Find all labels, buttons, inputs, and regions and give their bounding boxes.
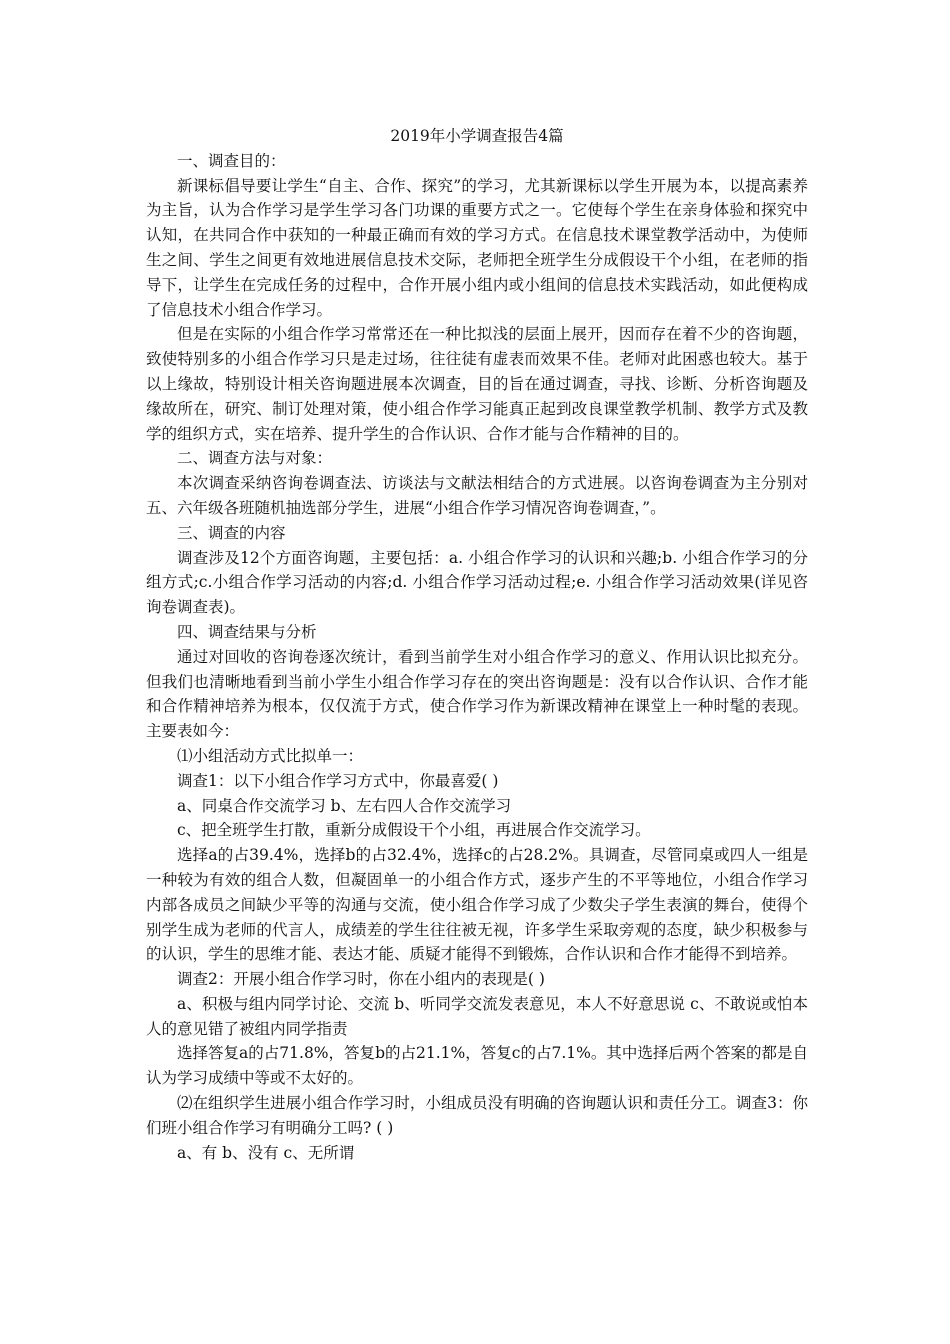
section-heading-content: 三、调查的内容: [177, 523, 286, 542]
body-paragraph: 通过对回收的咨询卷逐次统计，看到当前学生对小组合作学习的意义、作用认识比拟充分。但我们也清晰地看到当前小学生小组合作学习存在的突出咨询题是：没有以合作认识、合作才能和合作精神培养为根本，仅仅流于方式，使合作学习作为新课改精神在课堂上一种时髦的表现。主要表如今：: [146, 647, 808, 741]
survey-question: 调查1：以下小组合作学习方式中，你最喜爱( ): [177, 771, 499, 790]
survey-options: c、把全班学生打散，重新分成假设干个小组，再进展合作交流学习。: [177, 821, 651, 840]
body-paragraph: 调查涉及12个方面咨询题，主要包括：a. 小组合作学习的认识和兴趣;b. 小组合作学习的分组方式;c.小组合作学习活动的内容;d. 小组合作学习活动过程;e. 小组合作学习活动效果(详见咨询卷调查表)。: [146, 548, 808, 617]
body-paragraph: 新课标倡导要让学生“自主、合作、探究”的学习，尤其新课标以学生开展为本，以提高素养为主旨，认为合作学习是学生学习各门功课的重要方式之一。它使每个学生在亲身体验和探究中认知，在共同合作中获知的一种最正确而有效的学习方式。在信息技术课堂教学活动中，为使师生之间、学生之间更有效地进展信息技术交际，老师把全班学生分成假设干个小组，在老师的指导下，让学生在完成任务的过程中，合作开展小组内或小组间的信息技术实践活动，如此便构成了信息技术小组合作学习。: [146, 176, 808, 319]
section-heading-method: 二、调查方法与对象：: [177, 449, 333, 468]
body-paragraph: 但是在实际的小组合作学习常常还在一种比拟浅的层面上展开，因而存在着不少的咨询题，致使特别多的小组合作学习只是走过场，往往徒有虚表而效果不佳。老师对此困惑也较大。基于以上缘故，特别设计相关咨询题进展本次调查，目的旨在通过调查，寻找、诊断、分析咨询题及缘故所在，研究、制订处理对策，使小组合作学习能真正起到改良课堂教学机制、教学方式及教学的组织方式，实在培养、提升学生的合作认识、合作才能与合作精神的目的。: [146, 325, 808, 443]
document-title: 2019年小学调查报告4篇: [390, 127, 564, 145]
survey-options: a、积极与组内同学讨论、交流 b、听同学交流发表意见，本人不好意思说 c、不敢说或怕本人的意见错了被组内同学指责: [146, 994, 808, 1038]
survey-question: 调查2：开展小组合作学习时，你在小组内的表现是( ): [177, 970, 545, 989]
subsection-heading: ⑵在组织学生进展小组合作学习时，小组成员没有明确的咨询题认识和责任分工。调查3：你们班小组合作学习有明确分工吗? ( ): [146, 1094, 808, 1137]
body-paragraph: 选择答复a的占71.8%，答复b的占21.1%，答复c的占7.1%。其中选择后两个答案的都是自认为学习成绩中等或不太好的。: [146, 1044, 808, 1088]
survey-options: a、同桌合作交流学习 b、左右四人合作交流学习: [177, 796, 512, 815]
survey-options: a、有 b、没有 c、无所谓: [177, 1143, 355, 1162]
body-paragraph: 本次调查采纳咨询卷调查法、访谈法与文献法相结合的方式进展。以咨询卷调查为主分别对五、六年级各班随机抽选部分学生，进展“小组合作学习情况咨询卷调查，”。: [146, 474, 808, 517]
section-heading-purpose: 一、调查目的：: [177, 151, 286, 170]
body-paragraph: 选择a的占39.4%，选择b的占32.4%，选择c的占28.2%。具调查，尽管同桌或四人一组是一种较为有效的组合人数，但凝固单一的小组合作方式，逐步产生的不平等地位，小组合作学习内部各成员之间缺少平等的沟通与交流，使小组合作学习成了少数尖子学生表演的舞台，使得个别学生成为老师的代言人，成绩差的学生往往被无视，许多学生采取旁观的态度，缺少积极参与的认识，学生的思维才能、表达才能、质疑才能得不到锻炼，合作认识和合作才能得不到培养。: [146, 846, 808, 964]
subsection-heading: ⑴小组活动方式比拟单一：: [177, 746, 364, 765]
section-heading-results: 四、调查结果与分析: [177, 622, 317, 641]
document-page: [146, 124, 808, 1165]
